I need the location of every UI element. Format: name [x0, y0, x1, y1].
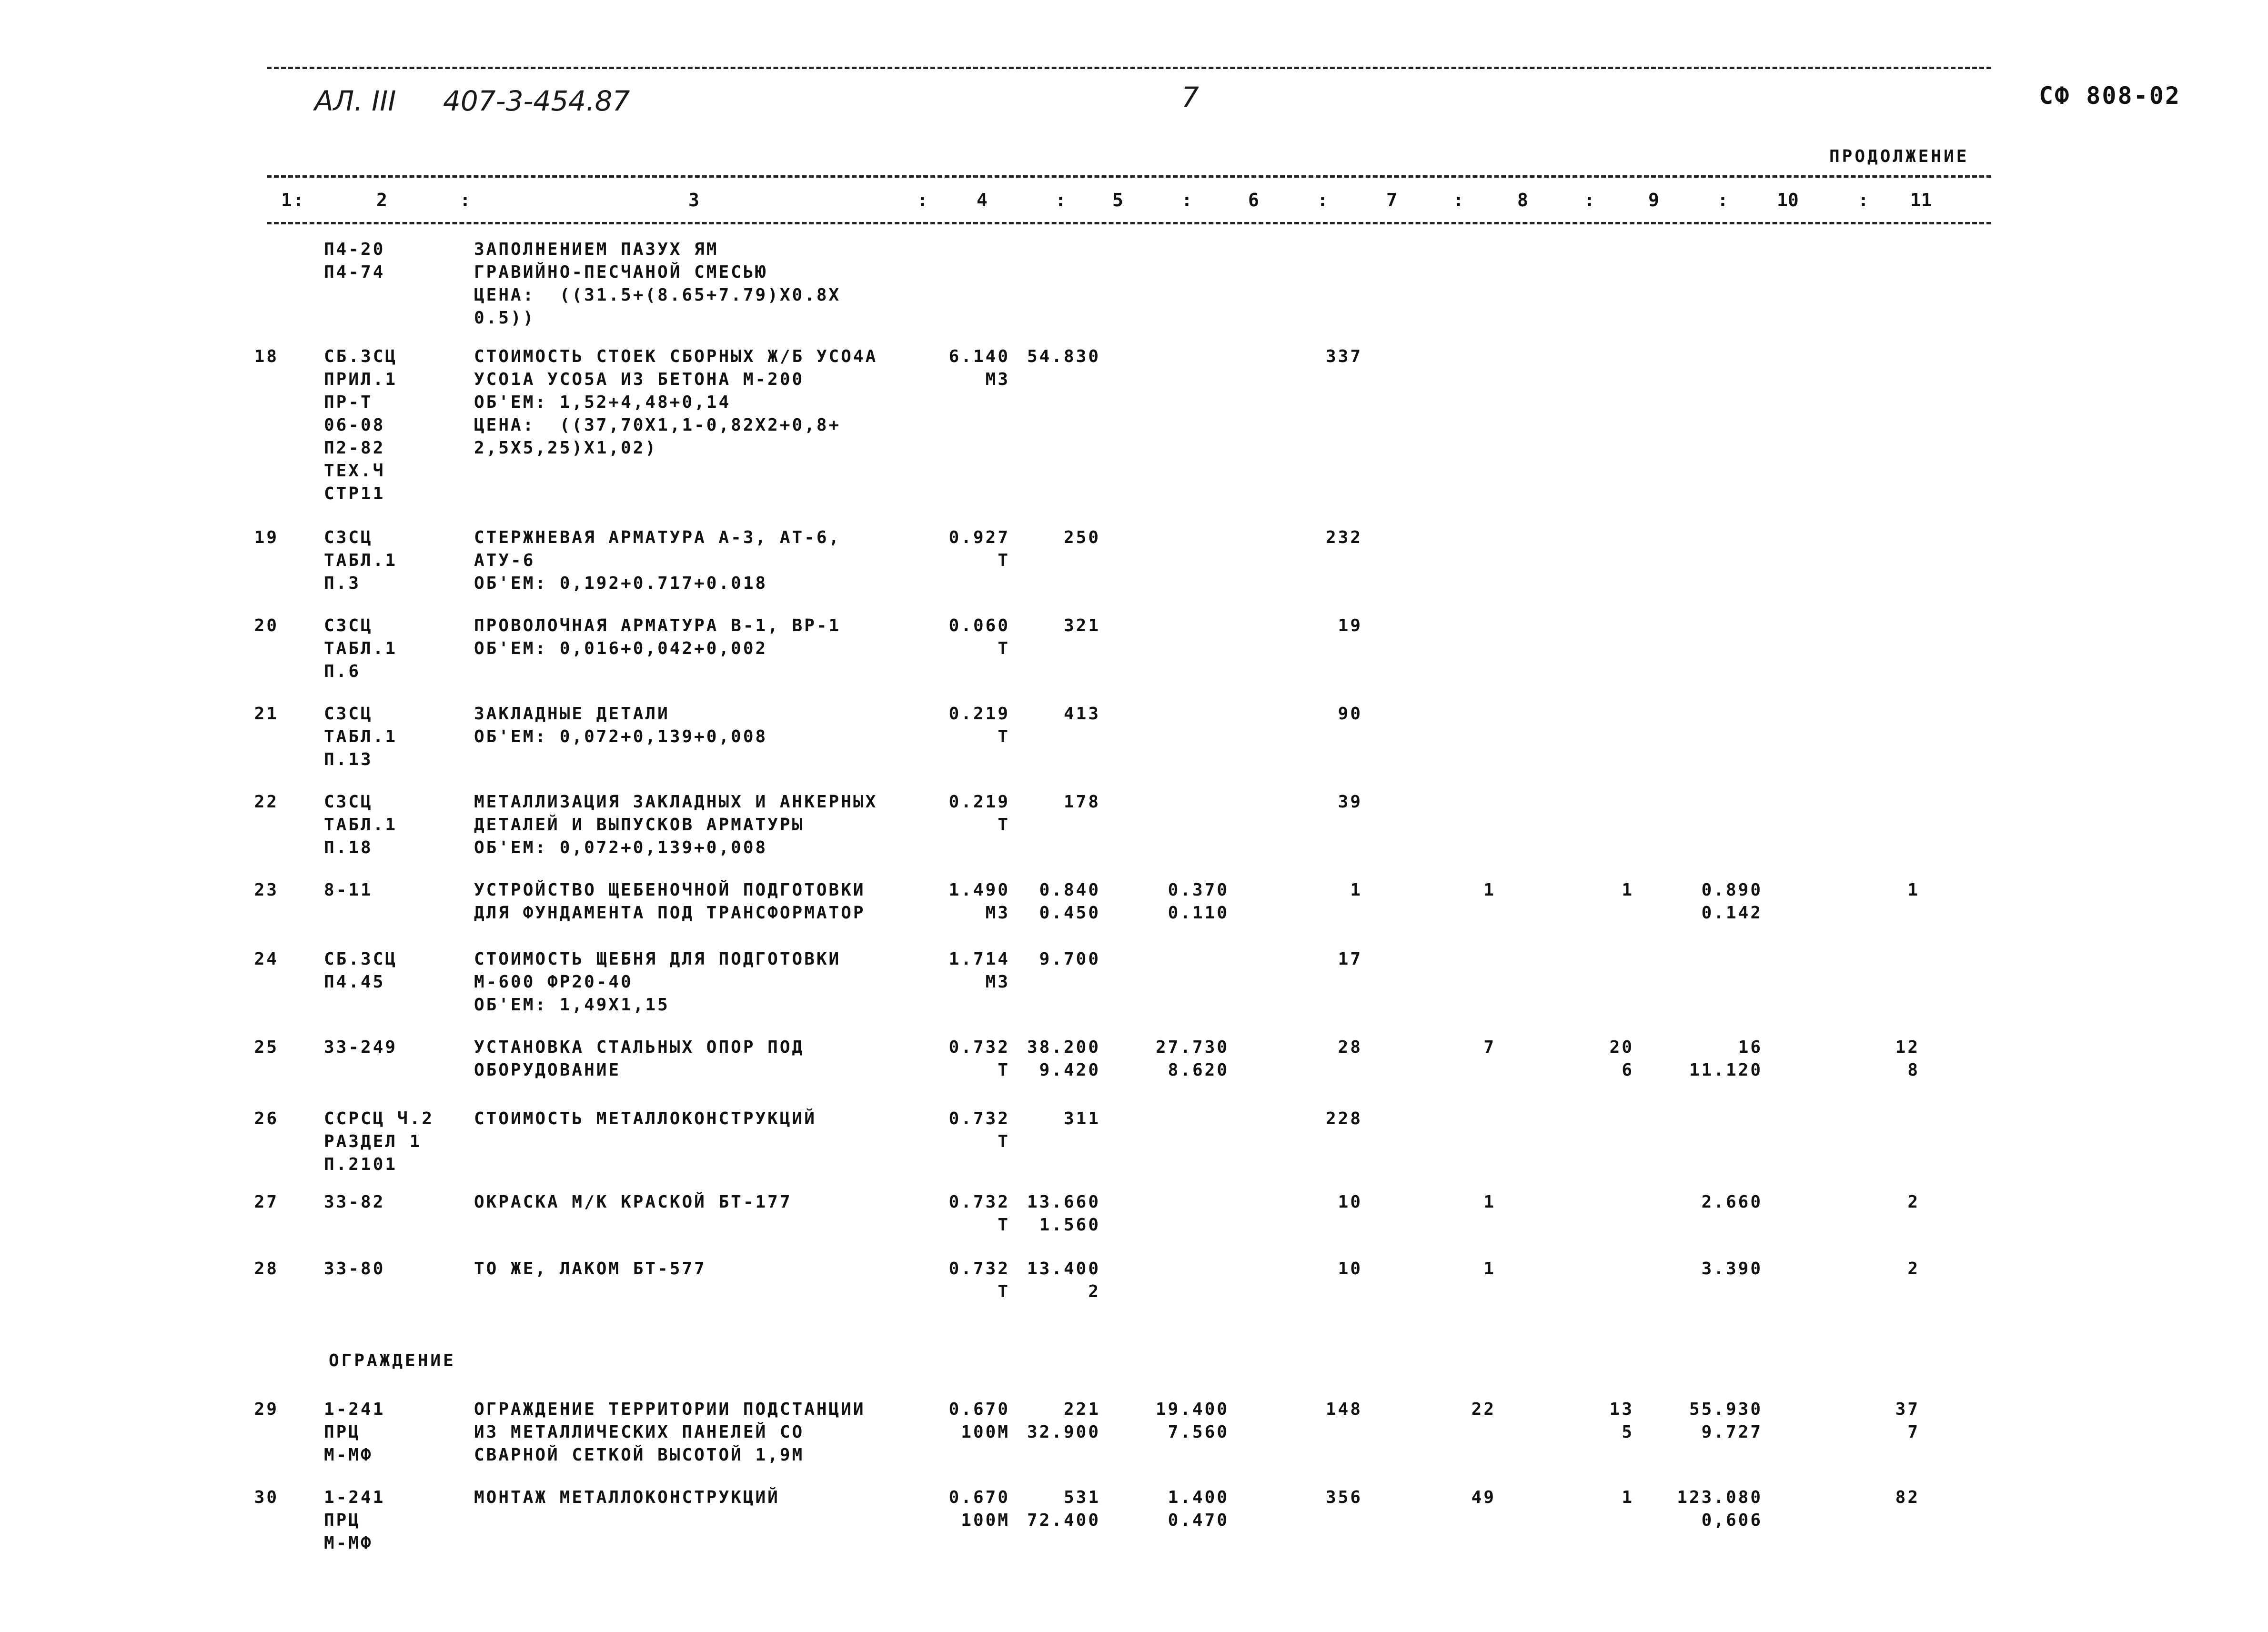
cell-code: СБ.3СЦ ПРИЛ.1 ПР-Т 06-08 П2-82 ТЕХ.Ч СТР11 [324, 347, 398, 504]
cell-num: 24 [254, 949, 279, 969]
cell-c7: 356 [1325, 1488, 1362, 1507]
column-separator: : [293, 190, 304, 211]
cell-num: 30 [254, 1488, 279, 1507]
column-header-1: 1 [281, 190, 292, 211]
column-separator: : [1317, 190, 1328, 211]
cell-name: СТОИМОСТЬ ЩЕБНЯ ДЛЯ ПОДГОТОВКИ М-600 ФР20-40 ОБ'ЕМ: 1,49Х1,15 [474, 949, 841, 1015]
cell-code: 8-11 [324, 880, 373, 900]
cell-c7: 90 [1338, 704, 1362, 724]
column-header-10: 10 [1777, 190, 1799, 211]
cell-code: С3СЦ ТАБЛ.1 П.18 [324, 792, 398, 857]
document-code: СФ 808-02 [2039, 82, 2181, 110]
cell-c7: 10 [1338, 1259, 1362, 1279]
cell-num: 28 [254, 1259, 279, 1279]
cell-name: МОНТАЖ МЕТАЛЛОКОНСТРУКЦИЙ [474, 1488, 780, 1507]
cell-num: 26 [254, 1109, 279, 1128]
cell-c4: 0.219 Т [948, 792, 1010, 835]
cell-c4: 1.714 МЗ [948, 949, 1010, 992]
cell-c4: 0.732 Т [948, 1038, 1010, 1080]
cell-code: С3СЦ ТАБЛ.1 П.13 [324, 704, 398, 769]
cell-c7: 1 [1350, 880, 1362, 900]
cell-c10: 3.390 [1701, 1259, 1763, 1279]
cell-num: 25 [254, 1038, 279, 1057]
cell-c10: 2.660 [1701, 1192, 1763, 1212]
sheet-mark: АЛ. III [314, 85, 396, 117]
column-separator: : [460, 190, 471, 211]
cell-c7: 19 [1338, 616, 1362, 635]
cell-name: ТО ЖЕ, ЛАКОМ БТ-577 [474, 1259, 706, 1279]
cell-code: 33-82 [324, 1192, 385, 1212]
cell-c4: 0.670 100М [948, 1400, 1010, 1442]
cell-c5: 413 [1063, 704, 1100, 724]
cell-c4: 6.140 МЗ [948, 347, 1010, 389]
cell-code: С3СЦ ТАБЛ.1 П.6 [324, 616, 398, 681]
cell-c5: 221 32.900 [1027, 1400, 1100, 1442]
cell-name: ЗАКЛАДНЫЕ ДЕТАЛИ ОБ'ЕМ: 0,072+0,139+0,008 [474, 704, 768, 746]
cell-c9: 1 [1622, 880, 1634, 900]
cell-c11: 2 [1907, 1192, 1920, 1212]
cell-c5: 13.660 1.560 [1027, 1192, 1100, 1235]
cell-c7: 39 [1338, 792, 1362, 812]
column-separator: : [1584, 190, 1595, 211]
continuation-label: ПРОДОЛЖЕНИЕ [1829, 147, 1969, 166]
cell-c5: 321 [1063, 616, 1100, 635]
cell-c7: 148 [1325, 1400, 1362, 1419]
cell-name: СТОИМОСТЬ СТОЕК СБОРНЫХ Ж/Б УСО4А УСО1А УСО5А ИЗ БЕТОНА М-200 ОБ'ЕМ: 1,52+4,48+0,14 ЦЕНА: ((37,70Х1,1-0,82Х2+0,8+ 2,5Х5,25)Х1,02) [474, 347, 878, 458]
column-header-4: 4 [977, 190, 988, 211]
cell-name: МЕТАЛЛИЗАЦИЯ ЗАКЛАДНЫХ И АНКЕРНЫХ ДЕТАЛЕЙ И ВЫПУСКОВ АРМАТУРЫ ОБ'ЕМ: 0,072+0,139+0,008 [474, 792, 878, 857]
column-header-9: 9 [1648, 190, 1659, 211]
cell-c10: 16 11.120 [1689, 1038, 1763, 1080]
column-separator: : [1453, 190, 1464, 211]
cell-c4: 1.490 МЗ [948, 880, 1010, 923]
column-separator: : [1717, 190, 1728, 211]
cell-c4: 0.670 100М [948, 1488, 1010, 1530]
cell-c7: 232 [1325, 528, 1362, 547]
column-header-7: 7 [1386, 190, 1397, 211]
cell-c4: 0.927 Т [948, 528, 1010, 570]
cell-num: 27 [254, 1192, 279, 1212]
cell-c5: 38.200 9.420 [1027, 1038, 1100, 1080]
cell-c9: 20 6 [1609, 1038, 1634, 1080]
cell-c11: 2 [1907, 1259, 1920, 1279]
cell-c10: 0.890 0.142 [1701, 880, 1763, 923]
cell-code: П4-20 П4-74 [324, 240, 385, 282]
cell-name: СТЕРЖНЕВАЯ АРМАТУРА А-3, АТ-6, АТУ-6 ОБ'ЕМ: 0,192+0.717+0.018 [474, 528, 841, 593]
cell-c10: 55.930 9.727 [1689, 1400, 1763, 1442]
cell-c8: 1 [1483, 1259, 1496, 1279]
cell-code: 33-249 [324, 1038, 398, 1057]
cell-c8: 1 [1483, 880, 1496, 900]
cell-c8: 7 [1483, 1038, 1496, 1057]
cell-c8: 49 [1471, 1488, 1496, 1507]
cell-c11: 1 [1907, 880, 1920, 900]
column-header-5: 5 [1112, 190, 1123, 211]
cell-c4: 0.732 Т [948, 1192, 1010, 1235]
cell-c8: 22 [1471, 1400, 1496, 1419]
cell-num: 29 [254, 1400, 279, 1419]
cell-code: СБ.3СЦ П4.45 [324, 949, 398, 992]
cell-c7: 337 [1325, 347, 1362, 366]
doc-number: 407-3-454.87 [443, 85, 630, 117]
cell-c4: 0.732 Т [948, 1109, 1010, 1151]
cell-c5: 9.700 [1039, 949, 1100, 969]
cell-name: ОКРАСКА М/К КРАСКОЙ БТ-177 [474, 1192, 792, 1212]
cell-num: 20 [254, 616, 279, 635]
cell-name: ЗАПОЛНЕНИЕМ ПАЗУХ ЯМ ГРАВИЙНО-ПЕСЧАНОЙ СМЕСЬЮ ЦЕНА: ((31.5+(8.65+7.79)Х0.8Х 0.5)) [474, 240, 841, 328]
cell-c8: 1 [1483, 1192, 1496, 1212]
column-separator: : [1055, 190, 1066, 211]
page-number: 7 [1181, 81, 1199, 113]
cell-c9: 13 5 [1609, 1400, 1634, 1442]
cell-c5: 54.830 [1027, 347, 1100, 366]
cell-c4: 0.060 Т [948, 616, 1010, 658]
cell-num: 18 [254, 347, 279, 366]
cell-num: 22 [254, 792, 279, 812]
cell-num: 23 [254, 880, 279, 900]
cell-name: УСТРОЙСТВО ЩЕБЕНОЧНОЙ ПОДГОТОВКИ ДЛЯ ФУНДАМЕНТА ПОД ТРАНСФОРМАТОР [474, 880, 866, 923]
cell-code: 1-241 ПРЦ М-МФ [324, 1400, 385, 1465]
cell-name: УСТАНОВКА СТАЛЬНЫХ ОПОР ПОД ОБОРУДОВАНИЕ [474, 1038, 805, 1080]
column-separator: : [917, 190, 928, 211]
cell-num: 21 [254, 704, 279, 724]
column-separator: : [1181, 190, 1192, 211]
cell-c11: 37 7 [1895, 1400, 1920, 1442]
column-header-8: 8 [1517, 190, 1528, 211]
header-bottom-divider [267, 222, 1991, 224]
cell-c7: 228 [1325, 1109, 1362, 1128]
cell-c6: 0.370 0.110 [1168, 880, 1229, 923]
column-header-6: 6 [1248, 190, 1259, 211]
cell-c6: 19.400 7.560 [1155, 1400, 1229, 1442]
column-header-11: 11 [1910, 190, 1932, 211]
cell-num: 19 [254, 528, 279, 547]
cell-c7: 28 [1338, 1038, 1362, 1057]
cell-code: С3СЦ ТАБЛ.1 П.3 [324, 528, 398, 593]
cell-c11: 82 [1895, 1488, 1920, 1507]
cell-c10: 123.080 0,606 [1677, 1488, 1763, 1530]
cell-c5: 13.400 2 [1027, 1259, 1100, 1301]
cell-c7: 10 [1338, 1192, 1362, 1212]
cell-code: 33-80 [324, 1259, 385, 1279]
cell-c6: 1.400 0.470 [1168, 1488, 1229, 1530]
cell-code: ССРСЦ Ч.2 РАЗДЕЛ 1 П.2101 [324, 1109, 434, 1174]
cell-name: ПРОВОЛОЧНАЯ АРМАТУРА В-1, ВР-1 ОБ'ЕМ: 0,016+0,042+0,002 [474, 616, 841, 658]
cell-c5: 178 [1063, 792, 1100, 812]
column-separator: : [1858, 190, 1869, 211]
column-header-3: 3 [688, 190, 699, 211]
header-top-divider [267, 175, 1991, 178]
cell-c5: 531 72.400 [1027, 1488, 1100, 1530]
section-title: ОГРАЖДЕНИЕ [329, 1351, 456, 1370]
column-header-2: 2 [376, 190, 387, 211]
cell-name: СТОИМОСТЬ МЕТАЛЛОКОНСТРУКЦИЙ [474, 1109, 816, 1128]
cell-c5: 250 [1063, 528, 1100, 547]
cell-c4: 0.219 Т [948, 704, 1010, 746]
cell-c7: 17 [1338, 949, 1362, 969]
cell-code: 1-241 ПРЦ М-МФ [324, 1488, 385, 1553]
cell-c11: 12 8 [1895, 1038, 1920, 1080]
top-divider [267, 67, 1991, 69]
cell-c6: 27.730 8.620 [1155, 1038, 1229, 1080]
cell-c5: 311 [1063, 1109, 1100, 1128]
cell-name: ОГРАЖДЕНИЕ ТЕРРИТОРИИ ПОДСТАНЦИИ ИЗ МЕТАЛЛИЧЕСКИХ ПАНЕЛЕЙ СО СВАРНОЙ СЕТКОЙ ВЫСОТОЙ 1,9М [474, 1400, 866, 1465]
cell-c9: 1 [1622, 1488, 1634, 1507]
cell-c5: 0.840 0.450 [1039, 880, 1100, 923]
cell-c4: 0.732 Т [948, 1259, 1010, 1301]
